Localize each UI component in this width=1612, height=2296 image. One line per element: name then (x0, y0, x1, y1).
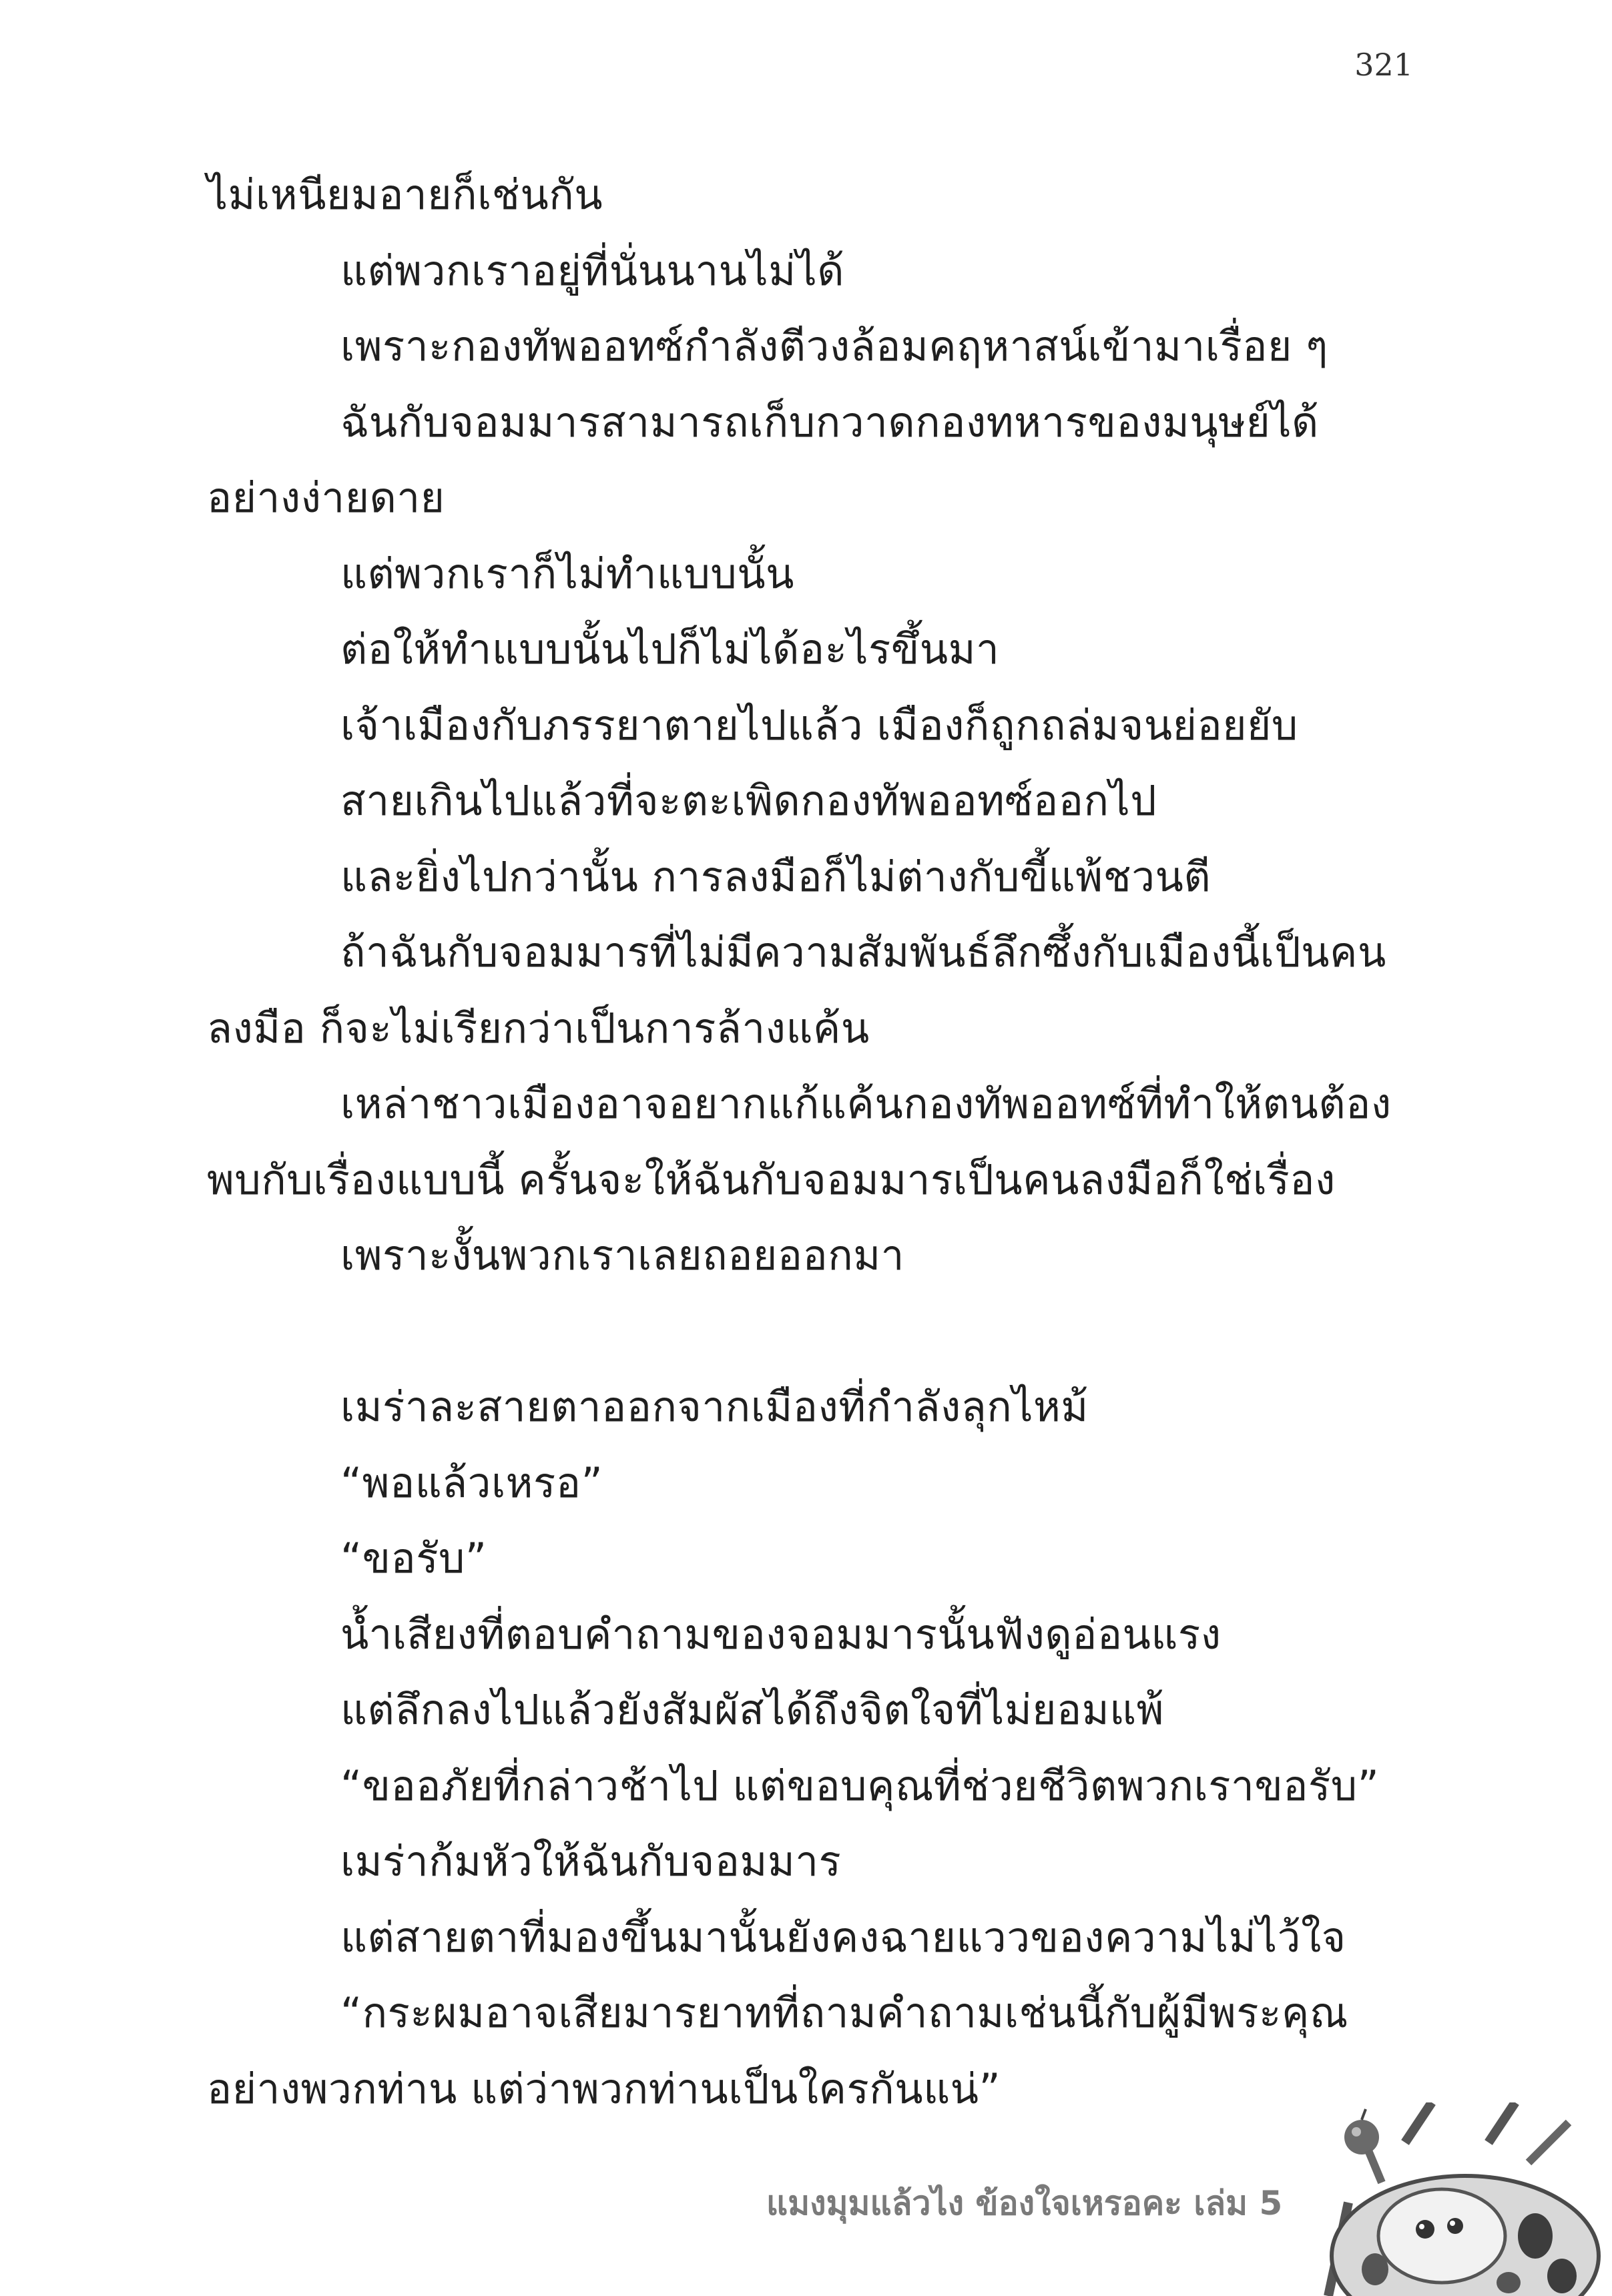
text-line: เจ้าเมืองกับภรรยาตายไปแล้ว เมืองก็ถูกถล่มจนย่อยยับ (340, 700, 1298, 750)
text-line: ไม่เหนียมอายก็เช่นกัน (207, 170, 603, 219)
text-line: น้ำเสียงที่ตอบคำถามของจอมมารนั้นฟังดูอ่อนแรง (340, 1609, 1222, 1659)
text-line: แต่พวกเราก็ไม่ทำแบบนั้น (340, 549, 794, 598)
text-line: เมร่าก้มหัวให้ฉันกับจอมมาร (340, 1837, 842, 1886)
text-line: แต่พวกเราอยู่ที่นั่นนานไม่ได้ (340, 246, 845, 295)
text-line: “กระผมอาจเสียมารยาทที่ถามคำถามเช่นนี้กับผู้มีพระคุณ (340, 1988, 1348, 2037)
text-line: “พอแล้วเหรอ” (340, 1458, 603, 1507)
text-line: แต่ลึกลงไปแล้วยังสัมผัสได้ถึงจิตใจที่ไม่ยอมแพ้ (340, 1685, 1164, 1734)
blank-line (207, 1294, 1428, 1370)
footer-book-title: แมงมุมแล้วไง ข้องใจเหรอคะ เล่ม 5 (766, 2184, 1283, 2223)
text-line: และยิ่งไปกว่านั้น การลงมือก็ไม่ต่างกับขี้แพ้ชวนตี (340, 852, 1212, 901)
text-line: เพราะกองทัพออทซ์กำลังตีวงล้อมคฤหาสน์เข้ามาเรื่อย ๆ (340, 322, 1328, 370)
text-line: ต่อให้ทำแบบนั้นไปก็ไม่ได้อะไรขึ้นมา (340, 625, 1000, 673)
text-line: ลงมือ ก็จะไม่เรียกว่าเป็นการล้างแค้น (207, 1003, 870, 1053)
spider-mascot-illustration (1288, 2102, 1612, 2296)
body-text (207, 157, 1428, 2126)
text-line: เหล่าชาวเมืองอาจอยากแก้แค้นกองทัพออทซ์ที่ทำให้ตนต้อง (340, 1079, 1392, 1128)
text-line: พบกับเรื่องแบบนี้ ครั้นจะให้ฉันกับจอมมารเป็นคนลงมือก็ใช่เรื่อง (207, 1155, 1336, 1204)
text-line: ฉันกับจอมมารสามารถเก็บกวาดกองทหารของมนุษย์ได้ (340, 397, 1319, 447)
text-line: “ขออภัยที่กล่าวช้าไป แต่ขอบคุณที่ช่วยชีวิตพวกเราขอรับ” (340, 1761, 1380, 1810)
text-line: เพราะงั้นพวกเราเลยถอยออกมา (340, 1231, 904, 1279)
page-number: 321 (1354, 47, 1413, 83)
text-line: เมร่าละสายตาออกจากเมืองที่กำลังลุกไหม้ (340, 1382, 1089, 1431)
text-line: แต่สายตาที่มองขึ้นมานั้นยังคงฉายแววของความไม่ไว้ใจ (340, 1912, 1346, 1962)
text-line: อย่างง่ายดาย (207, 473, 445, 522)
text-line: อย่างพวกท่าน แต่ว่าพวกท่านเป็นใครกันแน่” (207, 2064, 1001, 2113)
text-line: ถ้าฉันกับจอมมารที่ไม่มีความสัมพันธ์ลึกซึ้งกับเมืองนี้เป็นคน (340, 928, 1386, 976)
text-line: สายเกินไปแล้วที่จะตะเพิดกองทัพออทซ์ออกไป (340, 776, 1157, 825)
text-line: “ขอรับ” (340, 1534, 487, 1583)
